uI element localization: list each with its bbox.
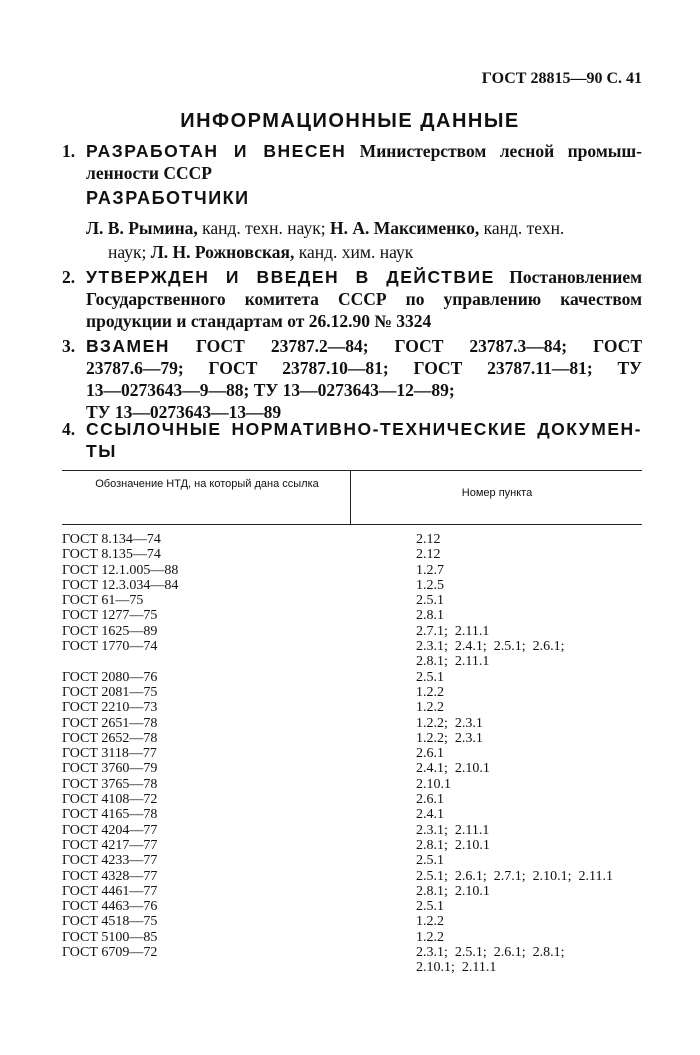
document-designation: ГОСТ 3760—79: [62, 761, 158, 777]
table-row: [62, 884, 642, 899]
item-numbers: 2.7.1; 2.11.1: [416, 623, 490, 639]
item-numbers: 2.3.1; 2.11.1: [416, 822, 490, 838]
document-designation: ГОСТ 1770—74: [62, 639, 158, 655]
table-row: [62, 716, 642, 731]
document-designation: ГОСТ 2210—73: [62, 700, 158, 716]
item-numbers: 2.8.1; 2.10.1: [416, 883, 490, 899]
item-numbers: 2.12: [416, 547, 441, 563]
item-numbers: 2.5.1: [416, 853, 444, 869]
column-header-document: Обозначение НТД, на который дана ссылка: [95, 478, 319, 490]
section-number: 4.: [62, 419, 76, 439]
item-numbers: 2.5.1: [416, 899, 444, 915]
item-numbers: 2.4.1; 2.10.1: [416, 761, 490, 777]
item-numbers: 1.2.2: [416, 684, 444, 700]
document-designation: ГОСТ 3765—78: [62, 776, 158, 792]
table-row: [62, 761, 642, 776]
section-text: Министерством лесной промыш-: [359, 141, 643, 161]
section-text: 13—0273643—9—88; ТУ 13—0273643—12—89;: [86, 380, 455, 400]
page-header: ГОСТ 28815—90 С. 41: [481, 70, 642, 87]
item-numbers: 2.3.1; 2.4.1; 2.5.1; 2.6.1; 2.8.1; 2.11.1: [416, 639, 565, 670]
document-designation: ГОСТ 4108—72: [62, 792, 158, 808]
table-row: [62, 807, 642, 822]
table-row: [62, 547, 642, 562]
table-body: [62, 532, 642, 976]
table-row: [62, 899, 642, 914]
section-text: продукции и стандартам от 26.12.90 № 3324: [86, 311, 432, 331]
item-numbers: 1.2.2; 2.3.1: [416, 730, 483, 746]
table-row: [62, 853, 642, 868]
document-designation: ГОСТ 4461—77: [62, 883, 158, 899]
document-designation: ГОСТ 2080—76: [62, 669, 158, 685]
table-row: [62, 639, 642, 670]
table-row: [62, 792, 642, 807]
document-designation: ГОСТ 5100—85: [62, 929, 158, 945]
section-text: ГОСТ 23787.2—84; ГОСТ 23787.3—84; ГОСТ: [195, 336, 642, 356]
table-row: [62, 578, 642, 593]
item-numbers: 2.12: [416, 532, 441, 547]
document-designation: ГОСТ 4233—77: [62, 853, 158, 869]
document-designation: ГОСТ 8.134—74: [62, 532, 161, 547]
document-designation: ГОСТ 2651—78: [62, 715, 158, 731]
developers-list: [86, 216, 642, 264]
document-designation: ГОСТ 2652—78: [62, 730, 158, 746]
table-header-divider: [350, 470, 351, 524]
table-row: [62, 930, 642, 945]
document-designation: ГОСТ 1277—75: [62, 608, 158, 624]
section-2: [62, 266, 642, 332]
section-number: 3.: [62, 336, 76, 356]
table-row: [62, 593, 642, 608]
item-numbers: 1.2.2; 2.3.1: [416, 715, 483, 731]
table-row: [62, 608, 642, 623]
item-numbers: 2.6.1: [416, 746, 444, 762]
document-designation: ГОСТ 4204—77: [62, 822, 158, 838]
document-designation: ГОСТ 3118—77: [62, 746, 157, 762]
item-numbers: 1.2.5: [416, 577, 444, 593]
item-numbers: 2.5.1: [416, 669, 444, 685]
column-header-item-number: Номер пункта: [461, 487, 533, 499]
item-numbers: 2.3.1; 2.5.1; 2.6.1; 2.8.1; 2.10.1; 2.11.1: [416, 945, 565, 976]
table-row: [62, 945, 642, 976]
item-numbers: 1.2.2: [416, 700, 444, 716]
table-header-rule: [62, 524, 642, 525]
table-row: [62, 563, 642, 578]
section-text: Государственного комитета СССР по управлению качеством: [86, 289, 642, 309]
item-numbers: 2.10.1: [416, 776, 451, 792]
section-heading: РАЗРАБОТАН И ВНЕСЕН: [86, 141, 347, 161]
table-top-rule: [62, 470, 642, 471]
section-heading: УТВЕРЖДЕН И ВВЕДЕН В ДЕЙСТВИЕ: [86, 267, 495, 287]
section-number: 1.: [62, 141, 76, 161]
section-text: ТУ 13—0273643—13—89: [86, 402, 282, 422]
section-text: ленности СССР: [86, 163, 212, 183]
references-table: [62, 470, 642, 976]
document-designation: ГОСТ 4217—77: [62, 837, 158, 853]
document-designation: ГОСТ 12.1.005—88: [62, 562, 179, 578]
developer-degree: наук;: [108, 242, 147, 262]
document-designation: ГОСТ 1625—89: [62, 623, 158, 639]
section-text: Постановлением: [509, 267, 643, 287]
table-row: [62, 731, 642, 746]
document-designation: ГОСТ 4518—75: [62, 914, 158, 930]
item-numbers: 2.5.1: [416, 593, 444, 609]
developers-heading: РАЗРАБОТЧИКИ: [86, 188, 250, 208]
section-heading: ВЗАМЕН: [86, 336, 170, 356]
section-4: [62, 418, 642, 462]
developer-degree: канд. техн. наук;: [202, 218, 326, 238]
document-designation: ГОСТ 8.135—74: [62, 547, 161, 563]
table-row: [62, 746, 642, 761]
item-numbers: 2.8.1; 2.10.1: [416, 837, 490, 853]
table-row: [62, 700, 642, 715]
table-row: [62, 532, 642, 547]
item-numbers: 1.2.7: [416, 562, 444, 578]
item-numbers: 2.8.1: [416, 608, 444, 624]
table-row: [62, 670, 642, 685]
document-designation: ГОСТ 2081—75: [62, 684, 158, 700]
section-3: [62, 335, 642, 423]
table-row: [62, 869, 642, 884]
document-designation: ГОСТ 6709—72: [62, 945, 158, 961]
document-designation: ГОСТ 4328—77: [62, 868, 158, 884]
table-row: [62, 777, 642, 792]
document-designation: ГОСТ 4463—76: [62, 899, 158, 915]
document-designation: ГОСТ 4165—78: [62, 807, 158, 823]
document-designation: ГОСТ 61—75: [62, 593, 144, 609]
table-row: [62, 685, 642, 700]
item-numbers: 1.2.2: [416, 914, 444, 930]
section-1: [62, 140, 642, 184]
item-numbers: 1.2.2: [416, 929, 444, 945]
developer-name: Н. А. Максименко,: [329, 218, 480, 238]
table-row: [62, 823, 642, 838]
table-row: [62, 914, 642, 929]
section-heading: ССЫЛОЧНЫЕ НОРМАТИВНО-ТЕХНИЧЕСКИЕ ДОКУМЕН-: [86, 419, 642, 439]
developer-degree: канд. техн.: [483, 218, 565, 238]
developer-name: Л. В. Рымина,: [86, 218, 198, 238]
section-number: 2.: [62, 267, 76, 287]
section-heading: ТЫ: [86, 441, 117, 461]
developer-degree: канд. хим. наук: [298, 242, 414, 262]
table-row: [62, 624, 642, 639]
item-numbers: 2.4.1: [416, 807, 444, 823]
item-numbers: 2.5.1; 2.6.1; 2.7.1; 2.10.1; 2.11.1: [416, 868, 614, 884]
section-text: 23787.6—79; ГОСТ 23787.10—81; ГОСТ 23787.11—81; ТУ: [86, 358, 642, 378]
item-numbers: 2.6.1: [416, 792, 444, 808]
table-row: [62, 838, 642, 853]
developer-name: Л. Н. Рожновская,: [150, 242, 295, 262]
page-title: ИНФОРМАЦИОННЫЕ ДАННЫЕ: [180, 110, 520, 132]
document-designation: ГОСТ 12.3.034—84: [62, 577, 179, 593]
